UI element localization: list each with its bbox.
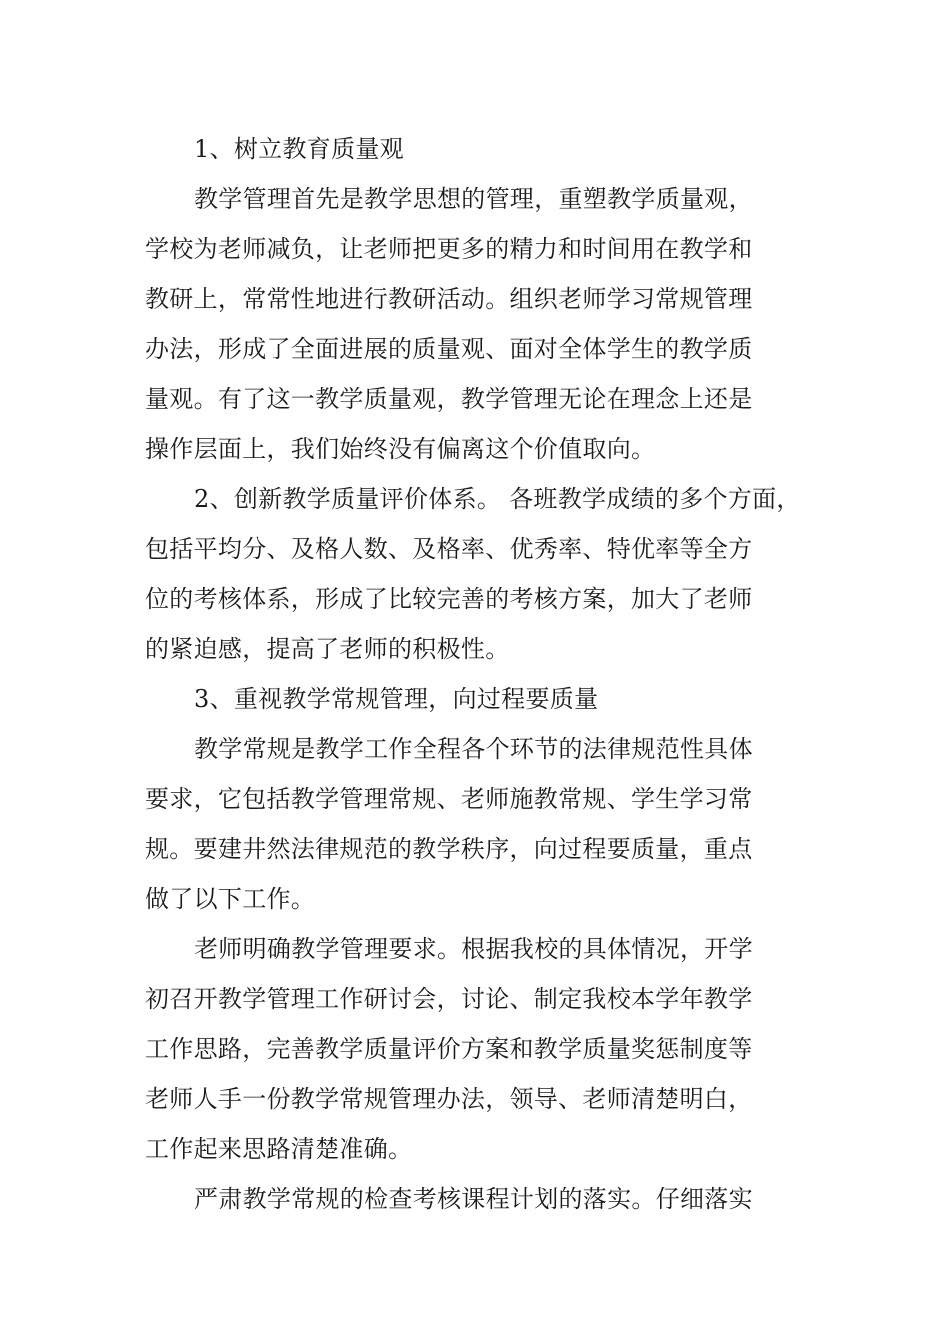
paragraph-line: 工作起来思路清楚准确。 — [145, 1135, 413, 1163]
heading-2: 2、创新教学质量评价体系。 各班教学成绩的多个方面， — [194, 485, 801, 513]
paragraph-line: 工作思路，完善教学质量评价方案和教学质量奖惩制度等 — [145, 1035, 753, 1063]
paragraph-line: 严肃教学常规的检查考核课程计划的落实。仔细落实 — [194, 1185, 753, 1213]
paragraph-line: 办法，形成了全面进展的质量观、面对全体学生的教学质 — [145, 335, 753, 363]
paragraph-line: 做了以下工作。 — [145, 885, 316, 913]
paragraph-line: 老师人手一份教学常规管理办法，领导、老师清楚明白， — [145, 1085, 753, 1113]
heading-3: 3、重视教学常规管理，向过程要质量 — [194, 685, 599, 713]
paragraph-line: 操作层面上，我们始终没有偏离这个价值取向。 — [145, 435, 656, 463]
paragraph-line: 位的考核体系，形成了比较完善的考核方案，加大了老师 — [145, 585, 753, 613]
paragraph-line: 规。要建井然法律规范的教学秩序，向过程要质量，重点 — [145, 835, 753, 863]
paragraph-line: 的紧迫感，提高了老师的积极性。 — [145, 635, 510, 663]
document-body — [145, 124, 825, 1224]
paragraph-line: 教学常规是教学工作全程各个环节的法律规范性具体 — [194, 735, 753, 763]
paragraph-line: 量观。有了这一教学质量观，教学管理无论在理念上还是 — [145, 385, 753, 413]
paragraph-line: 教研上，常常性地进行教研活动。组织老师学习常规管理 — [145, 285, 753, 313]
paragraph-line: 老师明确教学管理要求。根据我校的具体情况，开学 — [194, 935, 753, 963]
paragraph-line: 包括平均分、及格人数、及格率、优秀率、特优率等全方 — [145, 535, 753, 563]
paragraph-line: 教学管理首先是教学思想的管理，重塑教学质量观， — [194, 185, 753, 213]
heading-1: 1、树立教育质量观 — [194, 135, 404, 163]
paragraph-line: 初召开教学管理工作研讨会，讨论、制定我校本学年教学 — [145, 985, 753, 1013]
paragraph-line: 要求，它包括教学管理常规、老师施教常规、学生学习常 — [145, 785, 753, 813]
paragraph-line: 学校为老师减负，让老师把更多的精力和时间用在教学和 — [145, 235, 753, 263]
